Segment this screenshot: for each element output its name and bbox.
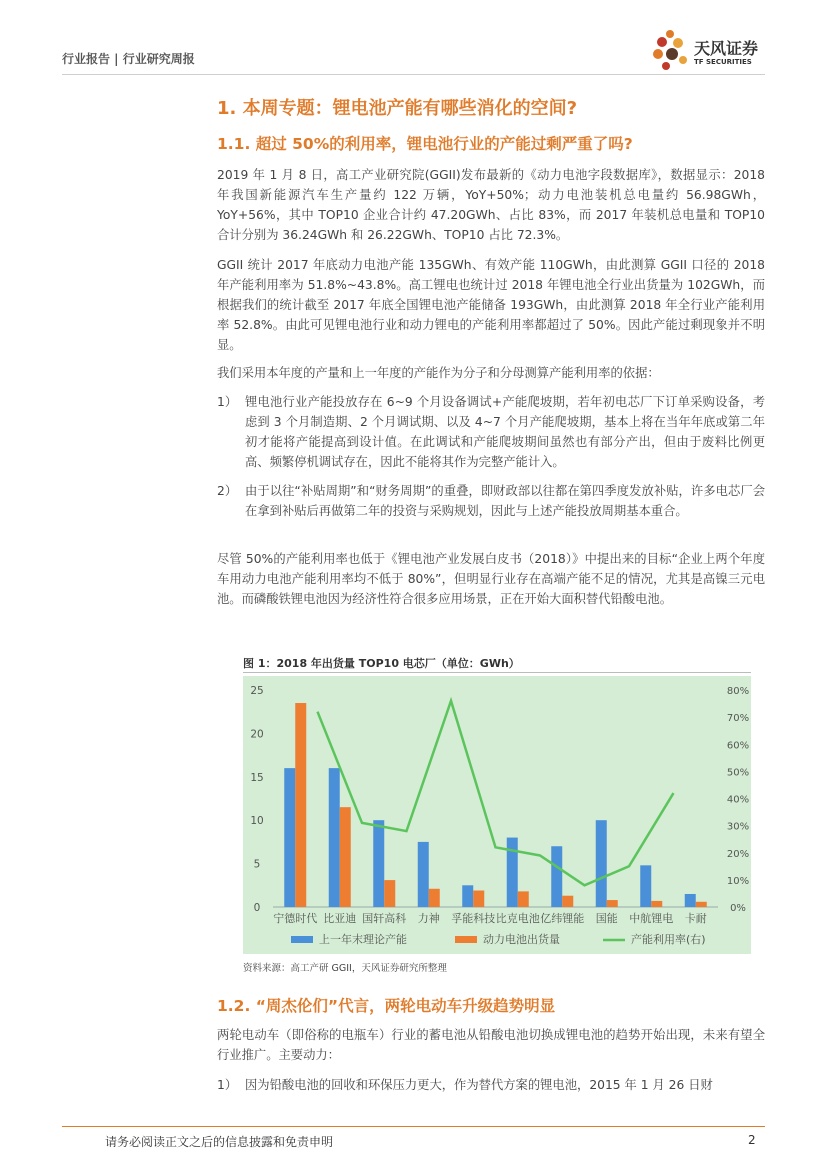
y-right-tick-label: 40%: [726, 794, 750, 806]
bar: [596, 820, 607, 907]
y-left-tick-label: 10: [250, 815, 264, 828]
bar: [462, 885, 473, 907]
section-title: 1. 本周专题：锂电池产能有哪些消化的空间?: [217, 98, 578, 119]
paragraph-capacity-utilization: GGII 统计 2017 年底动力电池产能 135GWh、有效产能 110GWh，由此测算 GGII 口径的 2018 年产能利用率为 51.8%~43.8%。高工锂电也统计过 2018 年锂电池全行业出货量为 102GWh，而根据我们的统计截至 2017 年底全国锂电池产能储备 193GWh，由此测算 2018 年全行业产能利用率 52.8%。由此可见锂电池行业和动力锂电的产能利用率都超过了 50%。因此产能过剩现象并不明显。: [217, 258, 765, 352]
bar: [518, 891, 529, 907]
y-left-tick-label: 25: [250, 685, 264, 697]
bar: [640, 865, 651, 907]
legend-swatch: [455, 936, 477, 943]
x-tick-label: 中航锂电: [629, 912, 674, 925]
legend-label: 动力电池出货量: [483, 933, 560, 946]
list-item-text: 因为铅酸电池的回收和环保压力更大，作为替代方案的锂电池，2015 年 1 月 26 日财: [245, 1078, 713, 1092]
bar: [696, 902, 707, 907]
figure-source: 资料来源：高工产研 GGII，天风证券研究所整理: [243, 963, 447, 974]
legend-label: 产能利用率(右): [631, 933, 706, 946]
brand-subtitle: TF SECURITIES: [694, 58, 752, 66]
top10-battery-chart: [243, 676, 751, 954]
x-tick-label: 比克电池: [495, 912, 540, 925]
x-tick-label: 卡耐: [684, 912, 707, 925]
subsection-title-1-1: 1.1. 超过 50%的利用率，锂电池行业的产能过剩严重了吗?: [217, 135, 633, 153]
bar: [429, 889, 440, 907]
report-type-label: 行业报告 | 行业研究周报: [62, 52, 195, 66]
footer-divider: [62, 1126, 765, 1127]
y-left-tick-label: 5: [253, 858, 261, 871]
list-item-text: 锂电池行业产能投放存在 6~9 个月设备调试+产能爬坡期，若年初电芯厂下订单采购设备，考虑到 3 个月制造期、2 个月调试期、以及 4~7 个月产能爬坡期，基本上将在当年年底或第二年初才能将产能提高到设计值。在此调试和产能爬坡期间虽然也有部分产出，但由于废料比例更高、频繁停机调试存在，因此不能将其作为完整产能计入。: [245, 395, 765, 469]
y-right-tick-label: 10%: [726, 875, 750, 887]
paragraph-method: 我们采用本年度的产量和上一年度的产能作为分子和分母测算产能利用率的依据：: [217, 366, 660, 380]
bar: [418, 842, 429, 907]
x-tick-label: 孚能科技: [451, 912, 496, 925]
bar: [685, 894, 696, 907]
list-item-number: 1）: [217, 1078, 238, 1092]
subsection-title-1-2: 1.2. “周杰伦们”代言，两轮电动车升级趋势明显: [217, 997, 556, 1015]
x-tick-label: 国轩高科: [362, 912, 407, 925]
header-divider: [62, 74, 765, 75]
y-right-tick-label: 50%: [726, 767, 750, 779]
x-tick-label: 亿纬锂能: [540, 912, 585, 925]
paragraph-whitepaper: 尽管 50%的产能利用率也低于《锂电池产业发展白皮书（2018）》中提出来的目标“企业上两个年度车用动力电池产能利用率均不低于 80%”，但明显行业存在高端产能不足的情况，尤其是高镍三元电池。而磷酸铁锂电池因为经济性符合很多应用场景，正在开始大面积替代铅酸电池。: [217, 552, 765, 606]
y-right-tick-label: 30%: [726, 821, 750, 833]
y-left-tick-label: 20: [250, 728, 264, 741]
footer-disclaimer: 请务必阅读正文之后的信息披露和免责申明: [105, 1135, 334, 1149]
list-item-text: 由于以往“补贴周期”和“财务周期”的重叠，即财政部以往都在第四季度发放补贴，许多电芯厂会在拿到补贴后再做第二年的投资与采购规划，因此与上述产能投放周期基本重合。: [245, 484, 765, 518]
y-right-tick-label: 70%: [726, 713, 750, 725]
bar: [295, 703, 306, 907]
y-right-tick-label: 0%: [730, 903, 746, 914]
list-item: [217, 392, 765, 472]
bar: [329, 768, 340, 907]
legend-label: 上一年末理论产能: [319, 933, 407, 946]
bar: [551, 846, 562, 907]
list-item: [217, 481, 765, 521]
legend-swatch: [291, 936, 313, 943]
y-right-tick-label: 60%: [726, 740, 750, 752]
y-left-tick-label: 0: [253, 902, 261, 914]
bar: [607, 900, 618, 907]
bar: [562, 896, 573, 907]
paragraph-two-wheeler: 两轮电动车（即俗称的电瓶车）行业的蓄电池从铅酸电池切换成锂电池的趋势开始出现，未来有望全行业推广。主要动力：: [217, 1028, 765, 1062]
figure-divider: [243, 672, 751, 673]
bar: [651, 901, 662, 907]
bar: [340, 807, 351, 907]
brand-name: 天风证券: [694, 39, 759, 58]
y-right-tick-label: 80%: [726, 686, 750, 697]
x-tick-label: 宁德时代: [273, 912, 318, 925]
y-right-tick-label: 20%: [726, 848, 750, 860]
x-tick-label: 力神: [417, 912, 440, 925]
bar: [473, 891, 484, 907]
paragraph-ggii-data: 2019 年 1 月 8 日，高工产业研究院(GGII)发布最新的《动力电池字段数据库》，数据显示：2018 年我国新能源汽车生产量约 122 万辆，YoY+50%；动力电池装机总电量约 56.98GWh，YoY+56%，其中 TOP10 企业合计约 47.20GWh、占比 83%，而 2017 年装机总电量和 TOP10 合计分别为 36.24GWh 和 26.22GWh、TOP10 占比 72.3%。: [217, 168, 765, 242]
bar: [284, 768, 295, 907]
bar: [373, 820, 384, 907]
x-tick-label: 比亚迪: [323, 912, 357, 925]
bar: [507, 838, 518, 907]
figure-title: 图 1：2018 年出货量 TOP10 电芯厂（单位：GWh）: [243, 657, 520, 670]
y-left-tick-label: 15: [250, 771, 264, 784]
bar: [384, 880, 395, 907]
page-number: 2: [748, 1133, 756, 1147]
list-item: [217, 1075, 765, 1095]
list-item-number: 1）: [217, 395, 238, 409]
x-tick-label: 国能: [595, 912, 618, 925]
list-item-number: 2）: [217, 484, 238, 498]
